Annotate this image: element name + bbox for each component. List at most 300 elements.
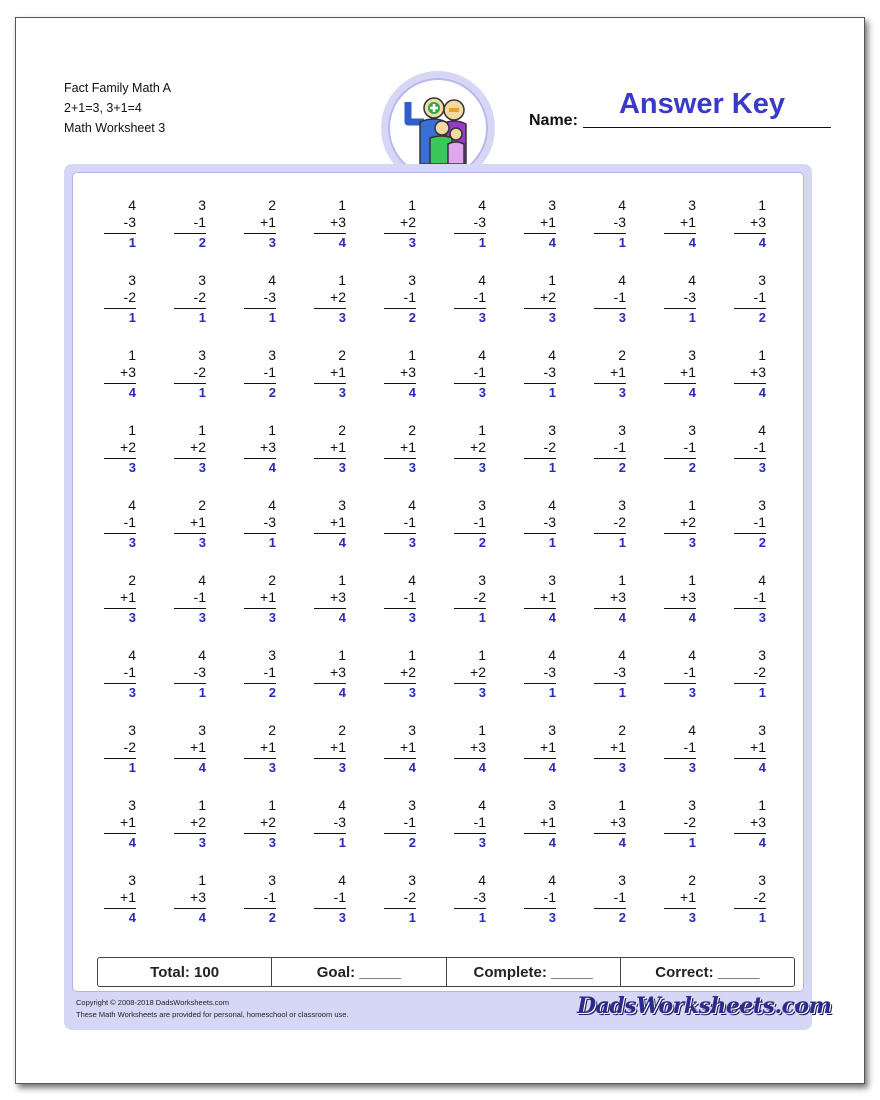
problem-top-number: 1 (548, 272, 556, 288)
problem-answer: 4 (408, 385, 416, 400)
problem-top-number: 3 (478, 572, 486, 588)
problem-line (524, 308, 556, 309)
problem-top-number: 3 (408, 722, 416, 738)
problems-panel (64, 164, 832, 1030)
problem-answer: 4 (268, 460, 276, 475)
problem-top-number: 3 (198, 347, 206, 363)
problem-operand: +3 (610, 589, 626, 605)
problem-line (664, 458, 696, 459)
problem-operand: -1 (263, 664, 276, 680)
problem (176, 647, 206, 701)
problem (526, 797, 556, 851)
problem-top-number: 3 (688, 797, 696, 813)
problem-top-number: 2 (268, 572, 276, 588)
problem-line (594, 233, 626, 234)
problem-answer: 3 (478, 385, 486, 400)
problem-line (734, 908, 766, 909)
problem (176, 497, 206, 551)
problem-line (454, 683, 486, 684)
problem (176, 797, 206, 851)
name-label: Name: (529, 112, 578, 129)
problem-operand: -1 (613, 439, 626, 455)
problem (386, 572, 416, 626)
problem-answer: 4 (548, 760, 556, 775)
problem-answer: 4 (338, 535, 346, 550)
problem-operand: +3 (330, 664, 346, 680)
problem (386, 347, 416, 401)
problem-answer: 2 (198, 235, 206, 250)
problem-operand: +1 (610, 364, 626, 380)
problem (316, 647, 346, 701)
problem-answer: 4 (618, 610, 626, 625)
problem-answer: 3 (268, 835, 276, 850)
problem-answer: 3 (408, 685, 416, 700)
problem (316, 797, 346, 851)
problem (526, 422, 556, 476)
problem-line (734, 608, 766, 609)
problem-answer: 3 (478, 310, 486, 325)
problem-operand: +3 (260, 439, 276, 455)
problem-top-number: 1 (408, 197, 416, 213)
problem (456, 197, 486, 251)
problem (176, 272, 206, 326)
problem-top-number: 4 (478, 347, 486, 363)
problem-answer: 1 (198, 310, 206, 325)
problem-operand: -3 (613, 214, 626, 230)
problem-top-number: 3 (758, 722, 766, 738)
problem-line (384, 608, 416, 609)
problem-line (454, 833, 486, 834)
problem-operand: -3 (473, 889, 486, 905)
problem-answer: 3 (338, 910, 346, 925)
problem-operand: -1 (613, 289, 626, 305)
problem-operand: -1 (123, 514, 136, 530)
problem-operand: -2 (613, 514, 626, 530)
problem-operand: +1 (120, 589, 136, 605)
problem (176, 722, 206, 776)
problem (176, 197, 206, 251)
problem (596, 572, 626, 626)
problem-top-number: 4 (338, 872, 346, 888)
problem-line (314, 758, 346, 759)
problem-answer: 1 (338, 835, 346, 850)
problem-answer: 3 (128, 685, 136, 700)
problem-operand: -1 (753, 289, 766, 305)
problem (666, 497, 696, 551)
problem-operand: +2 (330, 289, 346, 305)
problem (596, 422, 626, 476)
answer-key-heading: Answer Key (618, 88, 785, 120)
problem-top-number: 4 (408, 497, 416, 513)
problem-answer: 1 (128, 235, 136, 250)
problem-line (594, 308, 626, 309)
problem-top-number: 3 (688, 347, 696, 363)
problem-line (104, 683, 136, 684)
problem-top-number: 3 (408, 872, 416, 888)
problem-answer: 4 (198, 910, 206, 925)
problem-line (174, 383, 206, 384)
problem-answer: 1 (408, 910, 416, 925)
problem (526, 647, 556, 701)
problem-answer: 1 (128, 310, 136, 325)
problem-answer: 4 (338, 610, 346, 625)
problem-top-number: 4 (548, 872, 556, 888)
problem (736, 272, 766, 326)
problem-top-number: 4 (478, 797, 486, 813)
problem-answer: 4 (198, 760, 206, 775)
problem-line (734, 683, 766, 684)
problem-top-number: 4 (128, 647, 136, 663)
problem-operand: -1 (683, 739, 696, 755)
problem-operand: -3 (473, 214, 486, 230)
problem-operand: +1 (750, 739, 766, 755)
problem-answer: 1 (478, 910, 486, 925)
problem-operand: +1 (540, 814, 556, 830)
problem-operand: +3 (470, 739, 486, 755)
problem-top-number: 2 (618, 722, 626, 738)
problem-line (314, 683, 346, 684)
problem-line (174, 683, 206, 684)
correct-field: Correct: _____ (655, 963, 760, 981)
problem-line (594, 608, 626, 609)
problem-operand: +1 (680, 214, 696, 230)
problem-answer: 3 (688, 535, 696, 550)
problem-operand: +1 (260, 214, 276, 230)
problem-operand: -3 (543, 664, 556, 680)
problem-line (524, 908, 556, 909)
problem-line (664, 908, 696, 909)
problem-line (314, 533, 346, 534)
worksheet-subtitle: 2+1=3, 3+1=4 (64, 101, 142, 115)
problem-top-number: 2 (618, 347, 626, 363)
problem-line (454, 533, 486, 534)
problem-line (314, 383, 346, 384)
problem-line (104, 458, 136, 459)
problem-operand: +2 (190, 814, 206, 830)
problem-answer: 4 (688, 385, 696, 400)
problem-operand: -1 (613, 889, 626, 905)
problem-line (174, 308, 206, 309)
problem-operand: -1 (403, 814, 416, 830)
problem-answer: 3 (338, 310, 346, 325)
problem-answer: 4 (758, 835, 766, 850)
problem-line (454, 233, 486, 234)
problem-answer: 1 (548, 460, 556, 475)
problem-line (104, 533, 136, 534)
problem-line (244, 683, 276, 684)
problem-answer: 3 (478, 685, 486, 700)
problem-line (734, 458, 766, 459)
problem (596, 347, 626, 401)
score-bar (97, 957, 795, 987)
problem-operand: -1 (403, 289, 416, 305)
problem-operand: +1 (330, 514, 346, 530)
problem (666, 722, 696, 776)
problem-top-number: 2 (338, 722, 346, 738)
problem-top-number: 1 (478, 647, 486, 663)
problem-operand: -1 (753, 514, 766, 530)
problem (386, 197, 416, 251)
problem-line (174, 608, 206, 609)
problem-operand: -1 (753, 589, 766, 605)
problem-line (174, 458, 206, 459)
problem-top-number: 1 (128, 422, 136, 438)
problem-answer: 4 (758, 760, 766, 775)
problem-answer: 4 (478, 760, 486, 775)
problem-line (454, 608, 486, 609)
problem-top-number: 2 (268, 722, 276, 738)
problem-top-number: 1 (338, 647, 346, 663)
problem-line (244, 383, 276, 384)
name-line (583, 127, 831, 128)
problem-line (384, 908, 416, 909)
problem-top-number: 3 (198, 722, 206, 738)
problem-answer: 4 (758, 235, 766, 250)
problem (526, 497, 556, 551)
problem-answer: 1 (478, 235, 486, 250)
problem-top-number: 3 (408, 797, 416, 813)
problem-operand: +2 (120, 439, 136, 455)
problem (106, 197, 136, 251)
problem-answer: 3 (478, 460, 486, 475)
problem-top-number: 2 (408, 422, 416, 438)
problem-line (454, 758, 486, 759)
problem-operand: +1 (190, 739, 206, 755)
problem-top-number: 4 (198, 647, 206, 663)
problem-operand: -1 (333, 889, 346, 905)
problem-operand: +3 (330, 214, 346, 230)
problem-operand: -3 (263, 514, 276, 530)
problem-top-number: 4 (688, 272, 696, 288)
problem-top-number: 3 (128, 272, 136, 288)
problem-operand: +2 (260, 814, 276, 830)
problem-operand: -2 (193, 364, 206, 380)
problem-line (244, 308, 276, 309)
problem-answer: 3 (128, 610, 136, 625)
problem-answer: 3 (338, 385, 346, 400)
problem-top-number: 4 (478, 272, 486, 288)
problem-answer: 2 (688, 460, 696, 475)
problem (106, 572, 136, 626)
problem-operand: -3 (613, 664, 626, 680)
problem (666, 872, 696, 926)
problem (666, 647, 696, 701)
problem-top-number: 1 (198, 872, 206, 888)
problem (106, 497, 136, 551)
problem-operand: -1 (683, 439, 696, 455)
problem-line (244, 533, 276, 534)
problem-answer: 3 (268, 760, 276, 775)
problem-line (664, 233, 696, 234)
problem-answer: 4 (408, 760, 416, 775)
problem (736, 422, 766, 476)
problem-answer: 1 (618, 235, 626, 250)
problem-answer: 3 (618, 310, 626, 325)
problem-answer: 3 (618, 760, 626, 775)
problem-answer: 1 (268, 535, 276, 550)
problem-top-number: 4 (618, 197, 626, 213)
problem-line (174, 908, 206, 909)
problem-line (524, 383, 556, 384)
complete-field: Complete: _____ (447, 958, 621, 986)
problem-line (524, 458, 556, 459)
problem-line (104, 608, 136, 609)
problem-operand: -1 (263, 364, 276, 380)
problem (176, 572, 206, 626)
problem-line (174, 833, 206, 834)
problem-line (594, 458, 626, 459)
problem-answer: 1 (618, 535, 626, 550)
problem-top-number: 3 (268, 647, 276, 663)
problem-answer: 4 (758, 385, 766, 400)
problem-answer: 1 (268, 310, 276, 325)
problem-top-number: 1 (758, 797, 766, 813)
problem-top-number: 1 (758, 197, 766, 213)
problem-top-number: 3 (548, 572, 556, 588)
problem-operand: -1 (193, 589, 206, 605)
problem-line (314, 308, 346, 309)
problem-top-number: 4 (268, 272, 276, 288)
problem-top-number: 2 (128, 572, 136, 588)
problem-answer: 2 (268, 385, 276, 400)
problem (456, 722, 486, 776)
problem (736, 797, 766, 851)
problem (386, 722, 416, 776)
problem (176, 422, 206, 476)
problem-line (594, 833, 626, 834)
problem (596, 722, 626, 776)
problem-answer: 2 (618, 910, 626, 925)
problem (666, 422, 696, 476)
problem-operand: -1 (193, 214, 206, 230)
problem-line (734, 308, 766, 309)
problem-top-number: 3 (128, 722, 136, 738)
problem-line (104, 758, 136, 759)
problem-line (174, 233, 206, 234)
problem-answer: 3 (408, 535, 416, 550)
problem-line (734, 758, 766, 759)
problem-answer: 2 (268, 910, 276, 925)
problem-top-number: 3 (548, 422, 556, 438)
problem-line (244, 908, 276, 909)
problem-operand: +1 (330, 439, 346, 455)
problem-operand: -2 (193, 289, 206, 305)
problem (596, 497, 626, 551)
problem-operand: +1 (400, 739, 416, 755)
problem-operand: -1 (403, 514, 416, 530)
problem (456, 272, 486, 326)
problem (106, 347, 136, 401)
problem-top-number: 4 (618, 647, 626, 663)
problem-line (314, 908, 346, 909)
problem-answer: 3 (198, 535, 206, 550)
problem (596, 647, 626, 701)
problem-line (384, 758, 416, 759)
problem-operand: -3 (193, 664, 206, 680)
problem-answer: 2 (758, 310, 766, 325)
problem-line (384, 833, 416, 834)
problem-line (524, 233, 556, 234)
problem-answer: 3 (408, 460, 416, 475)
problem-top-number: 2 (338, 347, 346, 363)
problem-top-number: 4 (548, 497, 556, 513)
problem-line (104, 908, 136, 909)
problem (316, 197, 346, 251)
problem (246, 572, 276, 626)
problem-operand: +2 (680, 514, 696, 530)
problem (526, 197, 556, 251)
problem-answer: 2 (268, 685, 276, 700)
problem-top-number: 3 (198, 272, 206, 288)
problem-line (524, 833, 556, 834)
problem-answer: 3 (688, 760, 696, 775)
problem-operand: +1 (120, 814, 136, 830)
problem (456, 497, 486, 551)
problem-top-number: 4 (758, 422, 766, 438)
problem-line (244, 233, 276, 234)
problem (666, 572, 696, 626)
problem-top-number: 1 (478, 422, 486, 438)
problem-answer: 1 (128, 760, 136, 775)
problem (316, 422, 346, 476)
problem (666, 797, 696, 851)
footer (76, 997, 349, 1021)
problem (526, 272, 556, 326)
problem (106, 722, 136, 776)
problem (456, 422, 486, 476)
problem (456, 797, 486, 851)
problem-line (104, 833, 136, 834)
problem-answer: 3 (408, 610, 416, 625)
problem-top-number: 1 (408, 347, 416, 363)
problem-top-number: 3 (618, 422, 626, 438)
problem-top-number: 4 (618, 272, 626, 288)
problem-answer: 1 (548, 685, 556, 700)
problem-operand: -2 (123, 289, 136, 305)
problem-operand: +3 (750, 814, 766, 830)
problem-line (314, 233, 346, 234)
worksheet-title: Fact Family Math A (64, 81, 171, 95)
problem (736, 347, 766, 401)
problem (246, 722, 276, 776)
problem-top-number: 4 (758, 572, 766, 588)
problem-line (104, 383, 136, 384)
problem-operand: +3 (400, 364, 416, 380)
problem-answer: 3 (198, 835, 206, 850)
problem-line (454, 383, 486, 384)
problem (526, 722, 556, 776)
problem (316, 872, 346, 926)
total-count: Total: 100 (98, 958, 272, 986)
problem-line (664, 608, 696, 609)
problem-top-number: 4 (338, 797, 346, 813)
problem-line (524, 533, 556, 534)
problem-operand: +1 (120, 889, 136, 905)
problem (316, 347, 346, 401)
copyright-text: Copyright © 2008-2018 DadsWorksheets.com (76, 998, 229, 1007)
problem (246, 197, 276, 251)
problem-line (384, 458, 416, 459)
problem-top-number: 1 (618, 797, 626, 813)
problem-answer: 3 (128, 535, 136, 550)
problem-top-number: 3 (688, 422, 696, 438)
problem-top-number: 1 (478, 722, 486, 738)
problem-answer: 4 (548, 835, 556, 850)
problem (246, 797, 276, 851)
problem-top-number: 1 (408, 647, 416, 663)
problem-operand: +1 (330, 364, 346, 380)
problem-operand: +1 (540, 214, 556, 230)
